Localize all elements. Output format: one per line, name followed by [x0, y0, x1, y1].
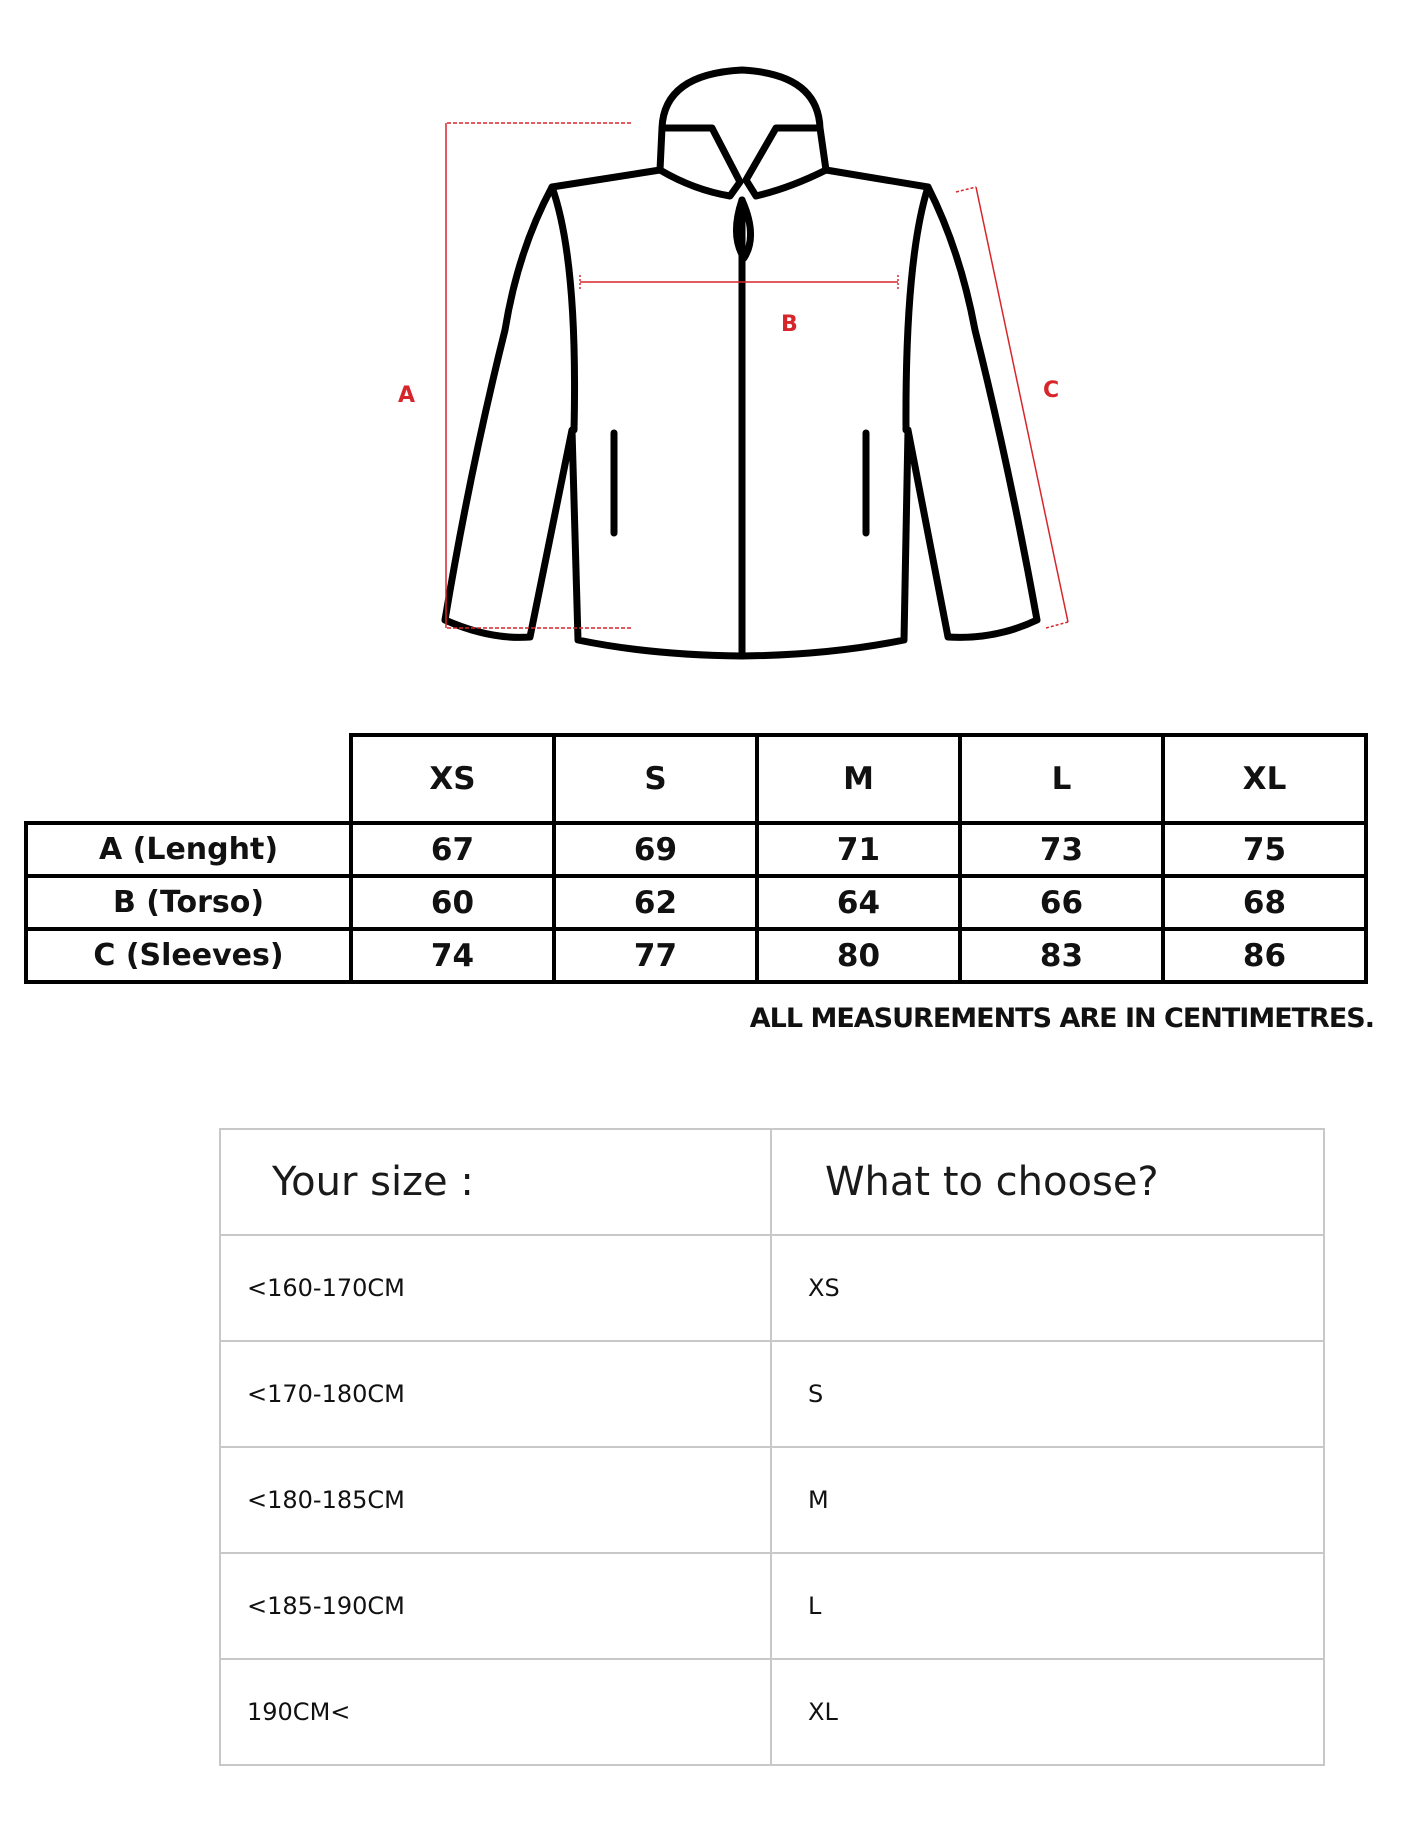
table-cell: 71	[757, 823, 960, 876]
what-to-choose-header: What to choose?	[771, 1129, 1324, 1235]
table-cell: 73	[960, 823, 1163, 876]
table-cell: 75	[1163, 823, 1366, 876]
table-cell: 66	[960, 876, 1163, 929]
height-range: <160-170CM	[220, 1235, 771, 1341]
recommended-size: M	[771, 1447, 1324, 1553]
size-guide-row	[220, 1341, 1324, 1447]
row-label: B (Torso)	[26, 876, 351, 929]
jacket-diagram	[0, 0, 1428, 680]
size-header-l: L	[960, 735, 1163, 823]
height-range: <180-185CM	[220, 1447, 771, 1553]
table-cell: 86	[1163, 929, 1366, 982]
size-guide-header-row	[220, 1129, 1324, 1235]
height-range: 190CM<	[220, 1659, 771, 1765]
size-guide-row	[220, 1235, 1324, 1341]
row-label: A (Lenght)	[26, 823, 351, 876]
measurement-table	[24, 733, 1368, 984]
table-row-length	[26, 823, 1366, 876]
height-range: <185-190CM	[220, 1553, 771, 1659]
height-range: <170-180CM	[220, 1341, 771, 1447]
size-header-xs: XS	[351, 735, 554, 823]
table-cell: 64	[757, 876, 960, 929]
size-guide-row	[220, 1659, 1324, 1765]
size-guide-row	[220, 1553, 1324, 1659]
your-size-header: Your size :	[220, 1129, 771, 1235]
table-row-torso	[26, 876, 1366, 929]
size-header-s: S	[554, 735, 757, 823]
measure-label-c: C	[1043, 378, 1060, 403]
table-cell: 77	[554, 929, 757, 982]
size-header-xl: XL	[1163, 735, 1366, 823]
recommended-size: XL	[771, 1659, 1324, 1765]
table-cell: 69	[554, 823, 757, 876]
size-header-m: M	[757, 735, 960, 823]
row-label: C (Sleeves)	[26, 929, 351, 982]
table-cell: 74	[351, 929, 554, 982]
table-cell: 60	[351, 876, 554, 929]
measurement-unit-note: ALL MEASUREMENTS ARE IN CENTIMETRES.	[749, 1003, 1374, 1034]
table-cell: 67	[351, 823, 554, 876]
recommended-size: XS	[771, 1235, 1324, 1341]
table-cell: 80	[757, 929, 960, 982]
recommended-size: S	[771, 1341, 1324, 1447]
empty-corner-cell	[26, 735, 351, 823]
size-guide-table	[219, 1128, 1325, 1766]
table-cell: 83	[960, 929, 1163, 982]
table-cell: 68	[1163, 876, 1366, 929]
measure-label-b: B	[781, 312, 798, 337]
measure-label-a: A	[398, 383, 416, 408]
size-guide-row	[220, 1447, 1324, 1553]
jacket-outline	[445, 70, 1037, 656]
size-header-row	[26, 735, 1366, 823]
table-row-sleeves	[26, 929, 1366, 982]
table-cell: 62	[554, 876, 757, 929]
recommended-size: L	[771, 1553, 1324, 1659]
